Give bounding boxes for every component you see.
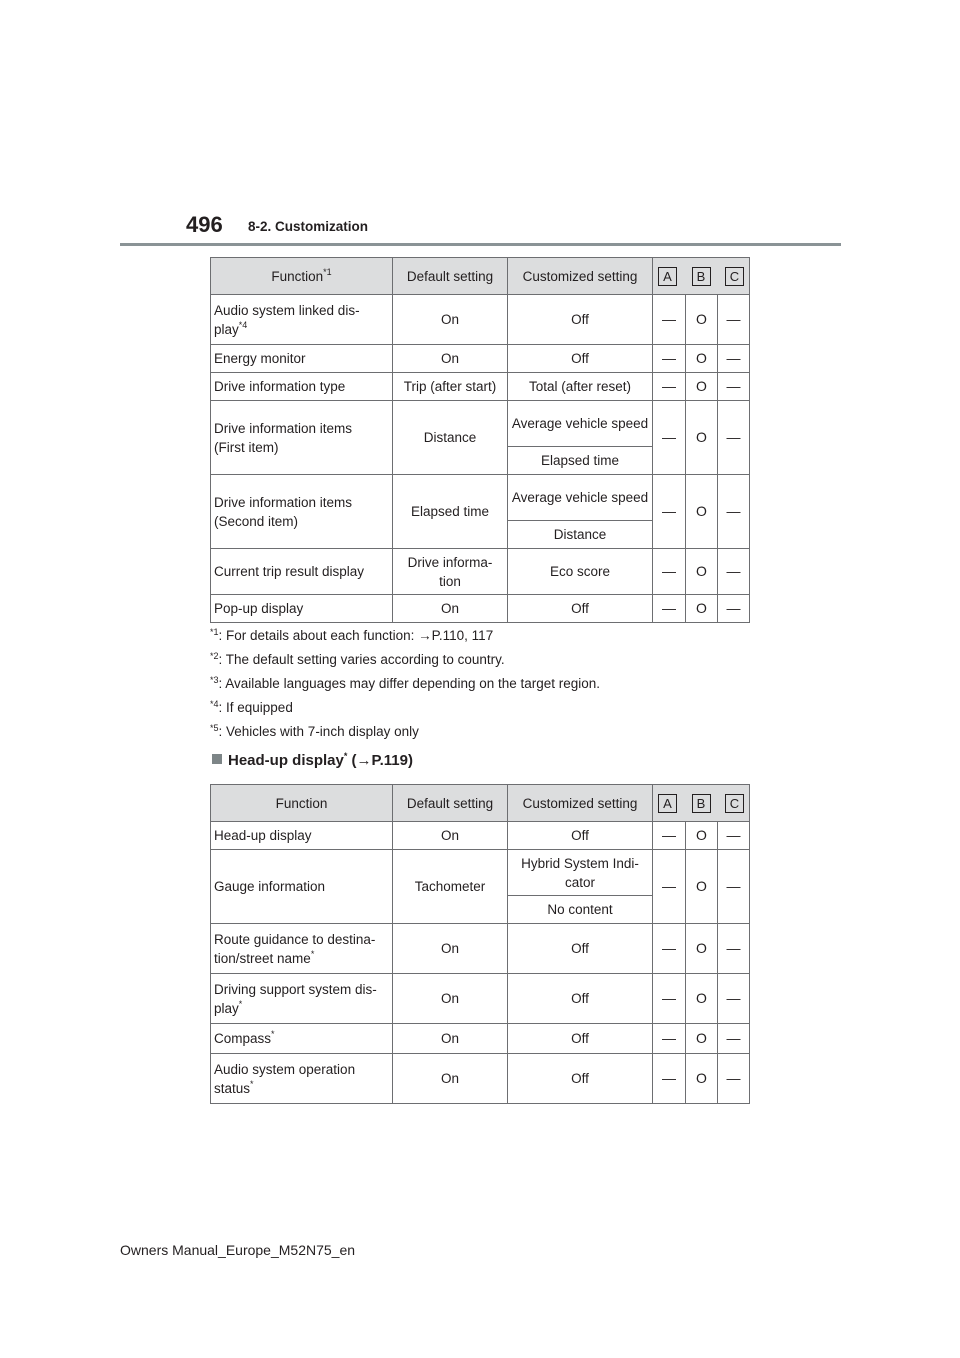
b-cell: O xyxy=(686,549,718,595)
header-rule xyxy=(120,243,841,246)
a-cell: — xyxy=(653,595,686,623)
customization-table-1 xyxy=(210,257,750,623)
a-cell: — xyxy=(653,549,686,595)
c-cell: — xyxy=(718,295,750,345)
col-b-label: B xyxy=(692,267,711,286)
custom-cell: Off xyxy=(508,595,653,623)
table-row xyxy=(211,924,750,974)
default-cell: On xyxy=(393,595,508,623)
b-cell: O xyxy=(686,345,718,373)
c-cell: — xyxy=(718,822,750,850)
function-cell: Driving support system dis- play* xyxy=(211,974,393,1024)
footnote: $^{*4}$: If equipped xyxy=(210,699,293,715)
b-cell: O xyxy=(686,850,718,924)
c-cell: — xyxy=(718,373,750,401)
col-b-label: B xyxy=(692,794,711,813)
footnotes xyxy=(210,624,600,744)
col-default-header: Default setting xyxy=(393,785,508,822)
col-function-header: Function$^{*1}$ xyxy=(211,258,393,295)
page-number: 496 xyxy=(186,212,223,237)
a-cell: — xyxy=(653,924,686,974)
function-cell: Compass* xyxy=(211,1024,393,1054)
function-cell: Drive information items (Second item) xyxy=(211,475,393,549)
custom-cell: Average vehicle speed xyxy=(508,401,653,447)
footnote: $^{*5}$: Vehicles with 7-inch display only xyxy=(210,723,419,739)
a-cell: — xyxy=(653,373,686,401)
c-cell: — xyxy=(718,850,750,924)
c-cell: — xyxy=(718,345,750,373)
b-cell: O xyxy=(686,822,718,850)
a-cell: — xyxy=(653,295,686,345)
custom-cell: Off xyxy=(508,1024,653,1054)
customization-table-2 xyxy=(210,784,750,1104)
default-cell: On xyxy=(393,974,508,1024)
b-cell: O xyxy=(686,401,718,475)
default-cell: Elapsed time xyxy=(393,475,508,549)
function-cell: Pop-up display xyxy=(211,595,393,623)
col-customized-header: Customized setting xyxy=(508,258,653,295)
table-row xyxy=(211,401,750,447)
col-abc-header xyxy=(653,258,750,295)
a-cell: — xyxy=(653,1024,686,1054)
b-cell: O xyxy=(686,974,718,1024)
function-cell: Audio system operation status* xyxy=(211,1054,393,1104)
function-cell: Route guidance to destina- tion/street name* xyxy=(211,924,393,974)
col-default-header: Default setting xyxy=(393,258,508,295)
default-cell: On xyxy=(393,295,508,345)
function-cell: Head-up display xyxy=(211,822,393,850)
c-cell: — xyxy=(718,924,750,974)
custom-cell: Hybrid System Indi- cator xyxy=(508,850,653,896)
custom-cell: Off xyxy=(508,1054,653,1104)
function-cell: Audio system linked dis- play$^{*4}$ xyxy=(211,295,393,345)
table-row xyxy=(211,373,750,401)
custom-cell: Average vehicle speed xyxy=(508,475,653,521)
col-function-header: Function xyxy=(211,785,393,822)
default-cell: Drive informa- tion xyxy=(393,549,508,595)
b-cell: O xyxy=(686,595,718,623)
table-header-row xyxy=(211,258,750,295)
square-bullet-icon xyxy=(212,754,222,764)
c-cell: — xyxy=(718,1054,750,1104)
footnote: $^{*1}$: For details about each function: →P.110, 117 xyxy=(210,627,494,643)
footnote: $^{*3}$: Available languages may differ depending on the target region. xyxy=(210,675,601,691)
table-row xyxy=(211,1024,750,1054)
custom-cell: Distance xyxy=(508,521,653,549)
custom-cell: Total (after reset) xyxy=(508,373,653,401)
table-row xyxy=(211,822,750,850)
b-cell: O xyxy=(686,924,718,974)
a-cell: — xyxy=(653,822,686,850)
c-cell: — xyxy=(718,549,750,595)
custom-cell: Off xyxy=(508,974,653,1024)
custom-cell: Off xyxy=(508,295,653,345)
c-cell: — xyxy=(718,974,750,1024)
b-cell: O xyxy=(686,295,718,345)
function-cell: Current trip result display xyxy=(211,549,393,595)
table-row xyxy=(211,850,750,896)
function-cell: Energy monitor xyxy=(211,345,393,373)
custom-cell: Eco score xyxy=(508,549,653,595)
c-cell: — xyxy=(718,595,750,623)
custom-cell: Off xyxy=(508,345,653,373)
a-cell: — xyxy=(653,1054,686,1104)
table-header-row xyxy=(211,785,750,822)
b-cell: O xyxy=(686,1024,718,1054)
a-cell: — xyxy=(653,974,686,1024)
b-cell: O xyxy=(686,373,718,401)
table-row xyxy=(211,974,750,1024)
c-cell: — xyxy=(718,475,750,549)
default-cell: On xyxy=(393,1054,508,1104)
col-customized-header: Customized setting xyxy=(508,785,653,822)
custom-cell: Off xyxy=(508,822,653,850)
a-cell: — xyxy=(653,850,686,924)
custom-cell: No content xyxy=(508,896,653,924)
default-cell: On xyxy=(393,1024,508,1054)
table-row xyxy=(211,549,750,595)
table-row xyxy=(211,1054,750,1104)
c-cell: — xyxy=(718,1024,750,1054)
head-up-display-heading: Head-up display* (→P.119) xyxy=(212,752,413,769)
table-row xyxy=(211,345,750,373)
default-cell: Tachometer xyxy=(393,850,508,924)
default-cell: Trip (after start) xyxy=(393,373,508,401)
a-cell: — xyxy=(653,345,686,373)
default-cell: On xyxy=(393,822,508,850)
table-row xyxy=(211,475,750,521)
footer-text: Owners Manual_Europe_M52N75_en xyxy=(120,1242,356,1258)
c-cell: — xyxy=(718,401,750,475)
function-cell: Drive information items (First item) xyxy=(211,401,393,475)
b-cell: O xyxy=(686,1054,718,1104)
section-title: 8-2. Customization xyxy=(248,219,369,234)
b-cell: O xyxy=(686,475,718,549)
default-cell: On xyxy=(393,924,508,974)
table-row xyxy=(211,595,750,623)
default-cell: On xyxy=(393,345,508,373)
col-a-label: A xyxy=(658,267,677,286)
custom-cell: Off xyxy=(508,924,653,974)
footnote: $^{*2}$: The default setting varies according to country. xyxy=(210,651,505,667)
table-row xyxy=(211,295,750,345)
a-cell: — xyxy=(653,475,686,549)
default-cell: Distance xyxy=(393,401,508,475)
a-cell: — xyxy=(653,401,686,475)
function-cell: Gauge information xyxy=(211,850,393,924)
col-a-label: A xyxy=(658,794,677,813)
col-abc-header xyxy=(653,785,750,822)
col-c-label: C xyxy=(725,267,744,286)
function-cell: Drive information type xyxy=(211,373,393,401)
custom-cell: Elapsed time xyxy=(508,447,653,475)
col-c-label: C xyxy=(725,794,744,813)
